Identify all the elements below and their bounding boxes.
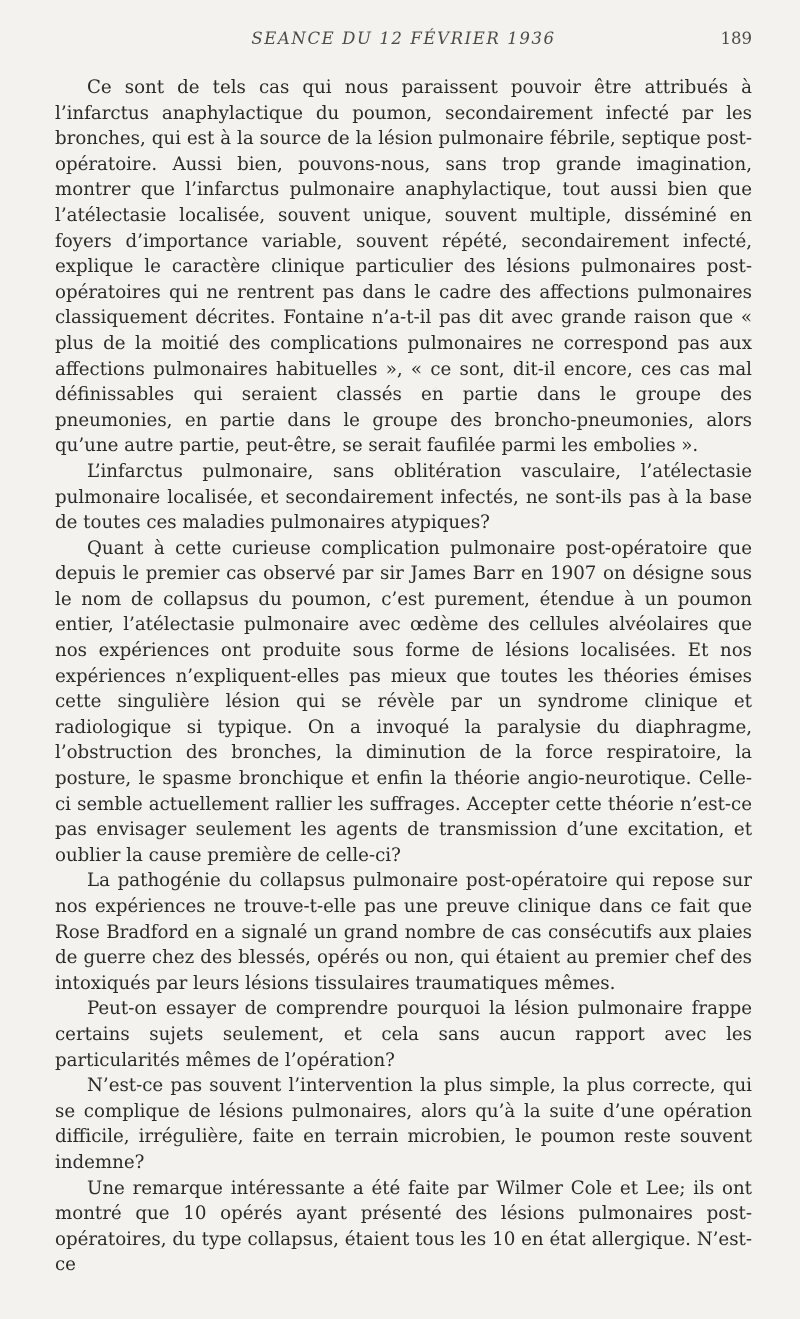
running-title: SEANCE DU 12 FÉVRIER 1936	[251, 29, 556, 48]
paragraph: N’est-ce pas souvent l’intervention la plus simple, la plus correcte, qui se complique de lésions pulmonaires, alors qu’à la suite d’une opération difficile, irrégulière, faite en terrain microbien, le poumon reste souvent indemne?	[55, 1075, 752, 1173]
paragraph: Une remarque intéressante a été faite par Wilmer Cole et Lee; ils ont montré que 10 opérés ayant présenté des lésions pulmonaires post-opératoires, du type collapsus, étaient tous les 10 en état allergique. N’est-ce	[55, 1177, 752, 1276]
paragraph: Peut-on essayer de comprendre pourquoi la lésion pulmonaire frappe certains sujets seulement, et cela sans aucun rapport avec les particularités mêmes de l’opération?	[55, 998, 752, 1071]
body-text	[55, 75, 752, 1278]
paragraph: L’infarctus pulmonaire, sans oblitération vasculaire, l’atélectasie pulmonaire localisée, et secondairement infectés, ne sont-ils pas à la base de toutes ces maladies pulmonaires atypiques?	[55, 460, 752, 534]
page-header	[55, 29, 752, 53]
paragraph: Quant à cette curieuse complication pulmonaire post-opératoire que depuis le premier cas observé par sir James Barr en 1907 on désigne sous le nom de collapsus du poumon, c’est purement, étendue à un poumon entier, l’atélectasie pulmonaire avec œdème des cellules alvéolaires que nos expériences ont produite sous forme de lésions localisées. Et nos expériences n’expliquent-elles pas mieux que toutes les théories émises cette singulière lésion qui se révèle par un syndrome clinique et radiologique si typique. On a invoqué la paralysie du diaphragme, l’obstruction des bronches, la diminution de la force respiratoire, la posture, le spasme bronchique et enfin la théorie angio-neurotique. Celle-ci semble actuellement rallier les suffrages. Accepter cette théorie n’est-ce pas envisager seulement les agents de transmission d’une excitation, et oublier la cause première de celle-ci?	[55, 537, 752, 866]
page-number: 189	[720, 29, 752, 48]
paragraph: La pathogénie du collapsus pulmonaire post-opératoire qui repose sur nos expériences ne trouve-t-elle pas une preuve clinique dans ce fait que Rose Bradford en a signalé un grand nombre de cas consécutifs aux plaies de guerre chez des blessés, opérés ou non, qui étaient au premier chef des intoxiqués par leurs lésions tissulaires traumatiques mêmes.	[55, 870, 752, 994]
paragraph: Ce sont de tels cas qui nous paraissent pouvoir être attribués à l’infarctus anaphylactique du poumon, secondairement infecté par les bronches, qui est à la source de la lésion pulmonaire fébrile, septique post-opératoire. Aussi bien, pouvons-nous, sans trop grande imagination, montrer que l’infarctus pulmonaire anaphylactique, tout aussi bien que l’atélectasie localisée, souvent unique, souvent multiple, disséminé en foyers d’importance variable, souvent répété, secondairement infecté, explique le caractère clinique particulier des lésions pulmonaires post-opératoires qui ne rentrent pas dans le cadre des affections pulmonaires classiquement décrites. Fontaine n’a-t-il pas dit avec grande raison que « plus de la moitié des complications pulmonaires ne correspond pas aux affections pulmonaires habituelles », « ce sont, dit-il encore, ces cas mal définissables qui seraient classés en partie dans le groupe des pneumonies, en partie dans le groupe des broncho-pneumonies, alors qu’une autre partie, peut-être, se serait faufilée parmi les embolies ».	[55, 77, 752, 457]
